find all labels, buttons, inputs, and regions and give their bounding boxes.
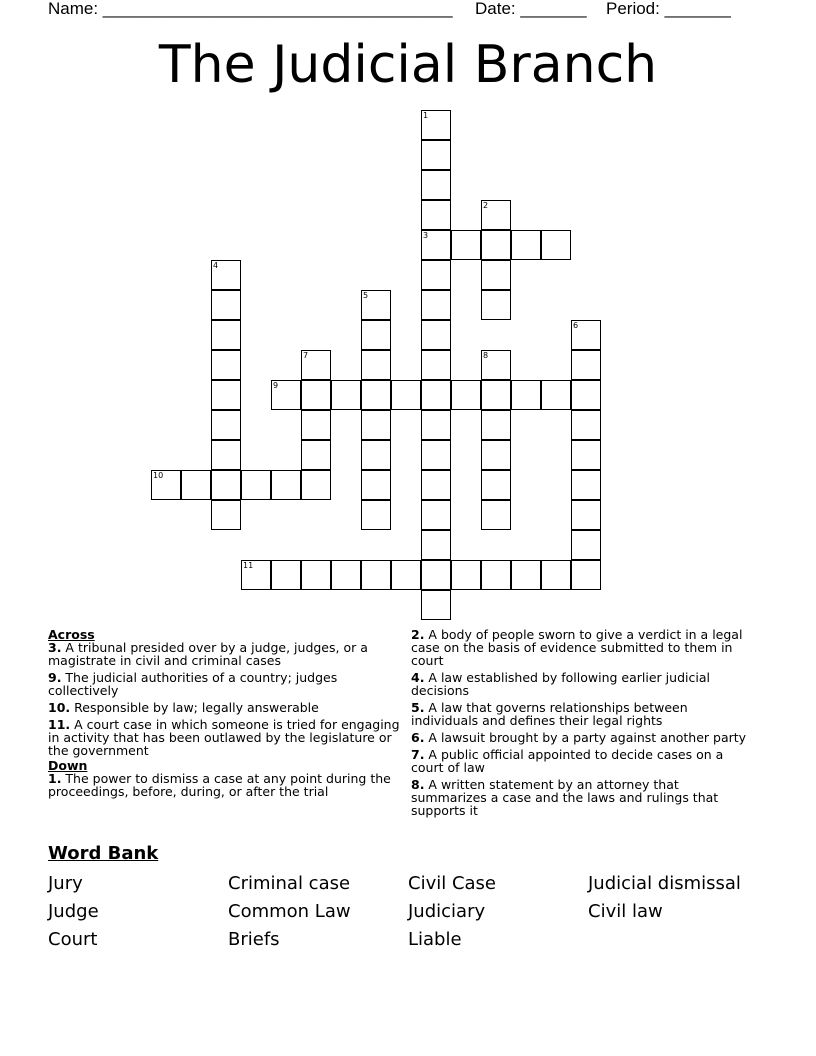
crossword-cell[interactable]	[421, 590, 451, 620]
clue-number: 1.	[48, 771, 62, 786]
crossword-cell[interactable]	[211, 320, 241, 350]
crossword-cell[interactable]	[361, 500, 391, 530]
clue-number: 4	[213, 261, 219, 270]
clue	[48, 718, 400, 757]
clue-number: 6.	[411, 730, 425, 745]
crossword-cell[interactable]	[361, 290, 391, 320]
clue	[411, 778, 756, 817]
word-bank-title: Word Bank	[48, 843, 159, 864]
crossword-cell[interactable]	[421, 440, 451, 470]
crossword-cell[interactable]	[421, 470, 451, 500]
crossword-cell[interactable]	[481, 230, 511, 260]
clue-number: 3.	[48, 640, 62, 655]
crossword-cell[interactable]	[511, 380, 541, 410]
clue	[411, 748, 756, 774]
across-clue-list	[48, 641, 400, 757]
clue	[48, 772, 400, 798]
name-field[interactable]: Name: _____________________________________	[48, 0, 453, 18]
clue-number: 10	[153, 471, 164, 480]
crossword-cell[interactable]	[421, 230, 451, 260]
crossword-cell[interactable]	[511, 560, 541, 590]
clue-number: 1	[423, 111, 429, 120]
clue-number: 5	[363, 291, 369, 300]
clue-number: 11	[243, 561, 254, 570]
word-bank-word: Civil law	[588, 901, 663, 922]
clue-number: 2.	[411, 627, 425, 642]
crossword-cell[interactable]	[481, 380, 511, 410]
crossword-cell[interactable]	[571, 440, 601, 470]
crossword-cell[interactable]	[481, 200, 511, 230]
crossword-cell[interactable]	[571, 470, 601, 500]
down-heading: Down	[48, 758, 88, 773]
word-bank-word: Judge	[48, 901, 99, 922]
crossword-cell[interactable]	[421, 320, 451, 350]
crossword-cell[interactable]	[361, 470, 391, 500]
crossword-cell[interactable]	[421, 170, 451, 200]
word-bank-word: Court	[48, 929, 98, 950]
crossword-cell[interactable]	[421, 200, 451, 230]
crossword-cell[interactable]	[541, 230, 571, 260]
crossword-cell[interactable]	[481, 290, 511, 320]
crossword-cell[interactable]	[211, 440, 241, 470]
crossword-cell[interactable]	[421, 410, 451, 440]
crossword-cell[interactable]	[361, 440, 391, 470]
clue	[411, 701, 756, 727]
crossword-cell[interactable]	[211, 470, 241, 500]
crossword-cell[interactable]	[361, 320, 391, 350]
clue	[411, 628, 756, 667]
crossword-cell[interactable]	[361, 560, 391, 590]
crossword-cell[interactable]	[361, 350, 391, 380]
clue-text: A law that governs relationships between individuals and defines their legal rights	[411, 700, 688, 728]
crossword-cell[interactable]	[211, 290, 241, 320]
crossword-cell[interactable]	[301, 470, 331, 500]
clue	[411, 731, 756, 744]
crossword-cell[interactable]	[571, 320, 601, 350]
clue-number: 9.	[48, 670, 62, 685]
crossword-cell[interactable]	[391, 380, 421, 410]
crossword-cell[interactable]	[241, 560, 271, 590]
clue-text: The power to dismiss a case at any point during the proceedings, before, during, or after the trial	[48, 771, 391, 799]
clue-text: A court case in which someone is tried for engaging in activity that has been outlawed by the legislature or the government	[48, 717, 400, 758]
crossword-cell[interactable]	[421, 350, 451, 380]
crossword-cell[interactable]	[301, 350, 331, 380]
crossword-cell[interactable]	[481, 260, 511, 290]
crossword-cell[interactable]	[271, 380, 301, 410]
word-bank-word: Civil Case	[408, 873, 496, 894]
clue-number: 2	[483, 201, 489, 210]
crossword-cell[interactable]	[421, 260, 451, 290]
clue-number: 7	[303, 351, 309, 360]
period-field[interactable]: Period: _______	[606, 0, 731, 18]
clue-number: 8.	[411, 777, 425, 792]
crossword-cell[interactable]	[571, 380, 601, 410]
crossword-cell[interactable]	[421, 290, 451, 320]
word-bank-word: Liable	[408, 929, 462, 950]
crossword-cell[interactable]	[541, 560, 571, 590]
crossword-cell[interactable]	[391, 560, 421, 590]
crossword-cell[interactable]	[331, 560, 361, 590]
clue-number: 8	[483, 351, 489, 360]
crossword-cell[interactable]	[211, 410, 241, 440]
crossword-cell[interactable]	[361, 410, 391, 440]
crossword-cell[interactable]	[361, 380, 391, 410]
word-bank-word: Judicial dismissal	[588, 873, 741, 894]
word-bank-word: Common Law	[228, 901, 351, 922]
crossword-cell[interactable]	[421, 530, 451, 560]
word-bank-word: Criminal case	[228, 873, 351, 894]
crossword-cell[interactable]	[301, 380, 331, 410]
crossword-cell[interactable]	[421, 500, 451, 530]
crossword-cell[interactable]	[241, 470, 271, 500]
clue-text: Responsible by law; legally answerable	[70, 700, 319, 715]
clue-number: 9	[273, 381, 279, 390]
crossword-cell[interactable]	[451, 380, 481, 410]
crossword-cell[interactable]	[571, 500, 601, 530]
crossword-cell[interactable]	[421, 140, 451, 170]
clue-number: 4.	[411, 670, 425, 685]
crossword-cell[interactable]	[331, 380, 361, 410]
crossword-cell[interactable]	[211, 350, 241, 380]
clue-text: A law established by following earlier judicial decisions	[411, 670, 710, 698]
down-clue-list-continued	[411, 628, 756, 817]
clue-text: A written statement by an attorney that summarizes a case and the laws and rulings that supports it	[411, 777, 719, 818]
crossword-cell[interactable]	[451, 230, 481, 260]
crossword-cell[interactable]	[301, 440, 331, 470]
clue-number: 11.	[48, 717, 71, 732]
clues-right-column	[411, 628, 756, 821]
crossword-cell[interactable]	[571, 530, 601, 560]
clue-text: The judicial authorities of a country; judges collectively	[48, 670, 338, 698]
clue	[48, 701, 400, 714]
clue-number: 5.	[411, 700, 425, 715]
crossword-cell[interactable]	[481, 440, 511, 470]
word-bank-word: Jury	[48, 873, 83, 894]
word-bank-word: Briefs	[228, 929, 280, 950]
clue-number: 6	[573, 321, 579, 330]
word-bank-word: Judiciary	[408, 901, 486, 922]
clue-text: A tribunal presided over by a judge, judges, or a magistrate in civil and criminal cases	[48, 640, 368, 668]
crossword-cell[interactable]	[481, 500, 511, 530]
crossword-cell[interactable]	[211, 500, 241, 530]
crossword-cell[interactable]	[151, 470, 181, 500]
clue-number: 10.	[48, 700, 71, 715]
crossword-cell[interactable]	[571, 560, 601, 590]
page-title: The Judicial Branch	[158, 35, 658, 95]
clue-number: 3	[423, 231, 429, 240]
crossword-cell[interactable]	[571, 410, 601, 440]
crossword-cell[interactable]	[481, 560, 511, 590]
crossword-cell[interactable]	[421, 110, 451, 140]
clue	[48, 671, 400, 697]
clue-text: A body of people sworn to give a verdict in a legal case on the basis of evidence submitted to them in court	[411, 627, 743, 668]
clues-left-column	[48, 628, 400, 802]
across-heading: Across	[48, 627, 95, 642]
crossword-cell[interactable]	[541, 380, 571, 410]
crossword-cell[interactable]	[421, 560, 451, 590]
crossword-cell[interactable]	[481, 470, 511, 500]
crossword-cell[interactable]	[271, 470, 301, 500]
date-field[interactable]: Date: _______	[475, 0, 587, 18]
clue-number: 7.	[411, 747, 425, 762]
crossword-cell[interactable]	[481, 350, 511, 380]
crossword-cell[interactable]	[511, 230, 541, 260]
crossword-cell[interactable]	[421, 380, 451, 410]
down-clue-list	[48, 772, 400, 798]
crossword-cell[interactable]	[271, 560, 301, 590]
crossword-cell[interactable]	[481, 410, 511, 440]
clue	[48, 641, 400, 667]
crossword-cell[interactable]	[211, 380, 241, 410]
crossword-cell[interactable]	[301, 410, 331, 440]
crossword-cell[interactable]	[301, 560, 331, 590]
crossword-cell[interactable]	[571, 350, 601, 380]
crossword-cell[interactable]	[451, 560, 481, 590]
clue	[411, 671, 756, 697]
crossword-cell[interactable]	[181, 470, 211, 500]
clue-text: A lawsuit brought by a party against another party	[424, 730, 747, 745]
clue-text: A public official appointed to decide cases on a court of law	[411, 747, 724, 775]
crossword-cell[interactable]	[211, 260, 241, 290]
